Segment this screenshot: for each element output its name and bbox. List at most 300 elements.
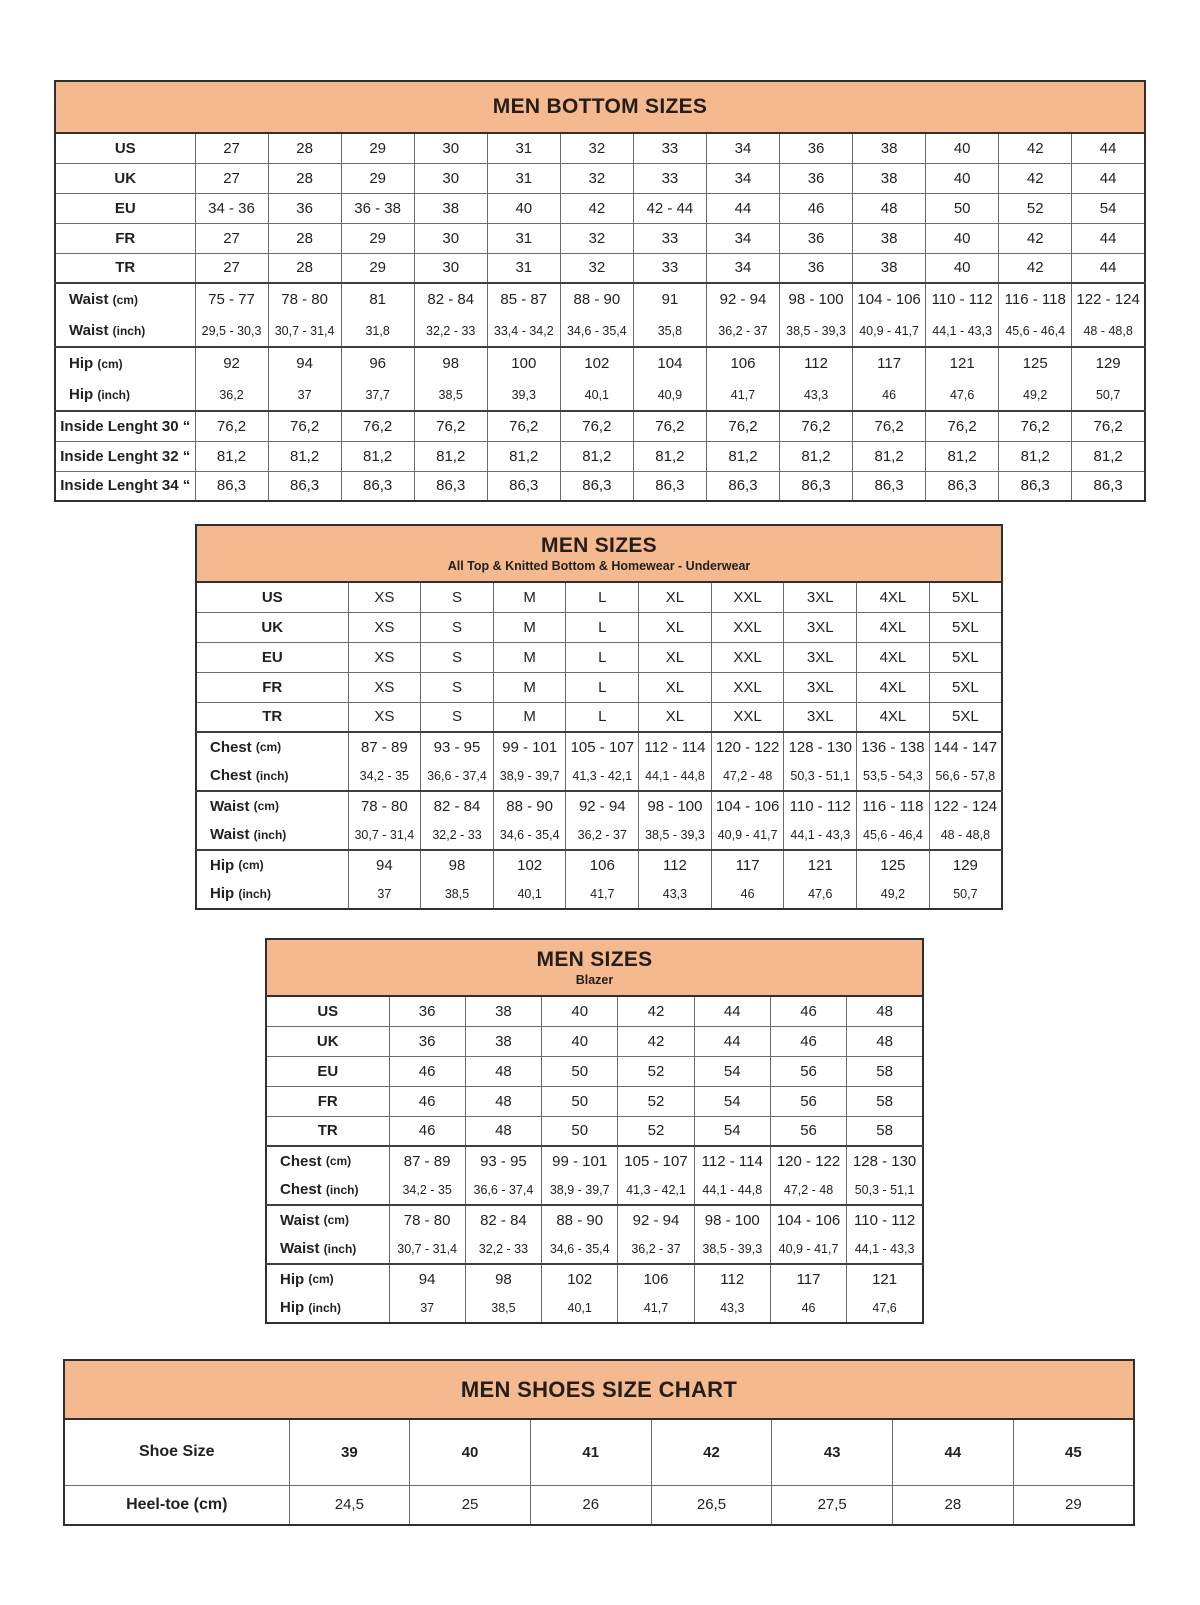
size-cell: 31 [487, 133, 560, 163]
measure-label-cell [266, 1146, 389, 1205]
measure-cell [421, 732, 494, 791]
measure-cm-value: 96 [369, 355, 386, 372]
measure-label-inch: Chest (inch) [210, 767, 289, 785]
size-cell: XL [639, 612, 712, 642]
measure-inch-value: 48 - 48,8 [1083, 323, 1133, 338]
shoe-size-cell: 45 [1013, 1419, 1134, 1485]
size-cell: 5XL [929, 672, 1002, 702]
measure-label-cm: Waist (cm) [210, 797, 279, 815]
measure-label-cm: Hip (cm) [280, 1270, 334, 1288]
measure-cm-value: 112 [662, 856, 687, 874]
size-cell: 52 [618, 1086, 694, 1116]
size-cell: M [493, 642, 566, 672]
measure-cm-value: 120 - 122 [776, 1152, 841, 1170]
heel-toe-cell: 25 [410, 1485, 531, 1525]
measure-value-stack [618, 1206, 693, 1263]
size-cell: 38 [414, 193, 487, 223]
measure-inch-value: 46 [740, 886, 755, 901]
measure-inch-value: 36,2 - 37 [631, 1241, 681, 1256]
length-cell: 86,3 [195, 471, 268, 501]
measure-inch-value: 40,9 - 41,7 [717, 827, 778, 842]
size-cell: 28 [268, 223, 341, 253]
measure-cm-value: 82 - 84 [433, 797, 481, 815]
size-cell: 5XL [929, 612, 1002, 642]
measure-cell [857, 732, 930, 791]
measure-cell [493, 732, 566, 791]
measure-value-stack [926, 348, 998, 410]
measure-inch-value: 47,6 [808, 886, 833, 901]
size-cell: 36 [780, 253, 853, 283]
measure-cell [493, 850, 566, 909]
measure-value-stack [771, 1265, 846, 1322]
measure-value-stack [847, 1206, 922, 1263]
size-cell: 34 [706, 163, 779, 193]
size-cell: L [566, 642, 639, 672]
table-title: MEN SIZES [541, 533, 657, 557]
measure-inch-value: 44,1 - 44,8 [645, 768, 705, 783]
shoe-size-cell: 41 [530, 1419, 651, 1485]
size-cell: XL [639, 642, 712, 672]
measure-inch-value: 43,3 [662, 886, 688, 901]
measure-inch-value: 41,7 [730, 387, 756, 402]
measure-inch-value: 40,1 [517, 886, 542, 901]
measure-cell [857, 791, 930, 850]
measure-cm-value: 104 - 106 [857, 291, 921, 308]
measure-cell [639, 850, 712, 909]
size-cell: XS [348, 642, 421, 672]
measure-group-row [196, 732, 1002, 791]
measure-value-stack [349, 851, 421, 908]
measure-inch-value: 47,6 [949, 387, 975, 402]
measure-cell [694, 1264, 770, 1323]
size-cell: 4XL [857, 582, 930, 612]
size-cell: L [566, 582, 639, 612]
measure-inch-value: 38,5 [491, 1300, 516, 1315]
size-cell: 30 [414, 253, 487, 283]
size-cell: 5XL [929, 582, 1002, 612]
measure-cell [389, 1205, 465, 1264]
size-cell: 4XL [857, 702, 930, 732]
size-cell: XXL [711, 612, 784, 642]
size-cell: 3XL [784, 702, 857, 732]
measure-cell [487, 283, 560, 347]
measure-cm-value: 99 - 101 [502, 738, 558, 756]
measure-label-cm: Hip (cm) [69, 355, 123, 372]
measure-cell [348, 732, 421, 791]
measure-label-cell [55, 283, 195, 347]
measure-value-stack [847, 1265, 922, 1322]
inside-length-row [55, 471, 1145, 501]
size-row [266, 1086, 923, 1116]
measure-cm-value: 117 [877, 355, 902, 372]
measure-cm-value: 105 - 107 [624, 1152, 688, 1170]
measure-value-stack [634, 348, 706, 410]
measure-cm-value: 144 - 147 [933, 738, 998, 756]
measure-cm-value: 92 - 94 [578, 797, 626, 815]
measure-cell [711, 850, 784, 909]
measure-inch-value: 41,7 [590, 886, 615, 901]
table-header-band [266, 939, 923, 996]
measure-cell [542, 1146, 618, 1205]
size-cell: 38 [853, 163, 926, 193]
shoe-size-cell: 39 [289, 1419, 410, 1485]
size-cell: 42 [999, 223, 1072, 253]
measure-inch-value: 32,2 - 33 [426, 323, 476, 338]
heel-toe-cell: 24,5 [289, 1485, 410, 1525]
length-cell: 81,2 [560, 441, 633, 471]
size-row [266, 996, 923, 1026]
length-cell: 86,3 [1072, 471, 1145, 501]
measure-group-row [266, 1146, 923, 1205]
measure-label-cm: Chest (cm) [280, 1152, 352, 1170]
measure-value-stack [196, 284, 268, 346]
measure-cm-value: 121 [872, 1270, 898, 1288]
length-cell: 76,2 [706, 411, 779, 441]
length-cell: 86,3 [560, 471, 633, 501]
size-cell: 38 [853, 133, 926, 163]
measure-label-stack [56, 348, 195, 410]
length-cell: 86,3 [999, 471, 1072, 501]
size-cell: XXL [711, 582, 784, 612]
heel-toe-label: Heel-toe (cm) [64, 1485, 289, 1525]
measure-inch-value: 44,1 - 43,3 [854, 1241, 915, 1256]
measure-cell [853, 283, 926, 347]
size-cell: S [421, 702, 494, 732]
measure-cm-value: 98 - 100 [647, 797, 703, 815]
measure-inch-value: 37,7 [365, 387, 390, 402]
size-cell: 31 [487, 163, 560, 193]
measure-cm-value: 122 - 124 [1076, 291, 1140, 308]
measure-cm-value: 128 - 130 [852, 1152, 917, 1170]
size-cell: 38 [853, 253, 926, 283]
measure-value-stack [784, 733, 856, 790]
size-region-label: UK [266, 1026, 389, 1056]
size-row [266, 1116, 923, 1146]
length-cell: 81,2 [706, 441, 779, 471]
table-subtitle: All Top & Knitted Bottom & Homewear - Underwear [447, 559, 751, 574]
measure-cell [268, 347, 341, 411]
measure-inch-value: 36,6 - 37,4 [427, 768, 487, 783]
length-cell: 76,2 [195, 411, 268, 441]
measure-value-stack [999, 348, 1071, 410]
size-cell: 48 [465, 1056, 541, 1086]
measure-cell [414, 283, 487, 347]
measure-cm-value: 98 [448, 856, 466, 874]
measure-inch-value: 32,2 - 33 [432, 827, 482, 842]
measure-inch-value: 37 [420, 1300, 435, 1315]
size-cell: XS [348, 612, 421, 642]
measure-cm-value: 125 [880, 856, 906, 874]
measure-cm-value: 98 - 100 [788, 291, 844, 308]
measure-cm-value: 121 [949, 355, 975, 372]
size-cell: 38 [465, 996, 541, 1026]
length-cell: 86,3 [487, 471, 560, 501]
size-row [266, 1026, 923, 1056]
measure-inch-value: 47,2 - 48 [783, 1182, 834, 1197]
size-cell: 36 - 38 [341, 193, 414, 223]
size-cell: 3XL [784, 582, 857, 612]
measure-cell [414, 347, 487, 411]
measure-group-row [266, 1205, 923, 1264]
measure-cell [770, 1264, 846, 1323]
size-cell: 36 [268, 193, 341, 223]
measure-inch-value: 30,7 - 31,4 [274, 323, 335, 338]
size-cell: 46 [389, 1116, 465, 1146]
measure-inch-value: 39,3 [511, 387, 536, 402]
measure-inch-value: 40,1 [584, 387, 610, 402]
size-cell: 5XL [929, 702, 1002, 732]
length-cell: 86,3 [926, 471, 999, 501]
measure-inch-value: 34,2 - 35 [402, 1182, 452, 1197]
measure-cell [341, 283, 414, 347]
measure-cell [341, 347, 414, 411]
length-cell: 76,2 [926, 411, 999, 441]
measure-value-stack [1072, 284, 1144, 346]
size-cell: 56 [770, 1056, 846, 1086]
size-cell: 32 [560, 223, 633, 253]
measure-cm-value: 129 [952, 856, 978, 874]
measure-cm-value: 110 - 112 [789, 797, 851, 815]
size-cell: 56 [770, 1086, 846, 1116]
measure-inch-value: 38,5 - 39,3 [645, 827, 705, 842]
size-cell: 44 [1072, 133, 1145, 163]
size-cell: 42 [560, 193, 633, 223]
measure-value-stack [784, 851, 856, 908]
measure-label-stack [197, 851, 348, 908]
size-cell: 30 [414, 133, 487, 163]
length-cell: 81,2 [487, 441, 560, 471]
measure-cell [566, 850, 639, 909]
size-cell: XXL [711, 702, 784, 732]
measure-inch-value: 30,7 - 31,4 [397, 1241, 458, 1256]
size-region-label: EU [55, 193, 195, 223]
size-cell: 34 [706, 133, 779, 163]
measure-value-stack [390, 1265, 465, 1322]
size-cell: 3XL [784, 672, 857, 702]
measure-inch-value: 44,1 - 44,8 [702, 1182, 763, 1197]
measure-inch-value: 36,6 - 37,4 [473, 1182, 534, 1197]
measure-cm-value: 93 - 95 [433, 738, 481, 756]
size-cell: 4XL [857, 642, 930, 672]
length-cell: 76,2 [853, 411, 926, 441]
size-cell: 44 [706, 193, 779, 223]
size-cell: 36 [389, 996, 465, 1026]
measure-cell [465, 1205, 541, 1264]
measure-label-cell [266, 1205, 389, 1264]
measure-cm-value: 88 - 90 [506, 797, 553, 815]
measure-group-row [55, 283, 1145, 347]
measure-cm-value: 91 [661, 291, 679, 308]
size-cell: 33 [633, 133, 706, 163]
measure-cell [542, 1264, 618, 1323]
measure-value-stack [494, 792, 566, 849]
measure-inch-value: 38,5 - 39,3 [702, 1241, 763, 1256]
measure-label-cm: Hip (cm) [210, 856, 264, 874]
measure-cm-value: 112 [720, 1270, 745, 1288]
measure-cm-value: 94 [296, 355, 313, 372]
measure-cm-value: 92 [223, 355, 240, 372]
measure-cm-value: 116 - 118 [862, 797, 924, 815]
measure-label-cell [266, 1264, 389, 1323]
inside-length-label: Inside Lenght 30 “ [55, 411, 195, 441]
size-region-label: FR [196, 672, 348, 702]
measure-cell [694, 1205, 770, 1264]
size-cell: M [493, 672, 566, 702]
measure-value-stack [415, 284, 487, 346]
size-cell: 33 [633, 253, 706, 283]
measure-value-stack [466, 1206, 541, 1263]
size-cell: 42 - 44 [633, 193, 706, 223]
measure-label-inch: Hip (inch) [69, 386, 131, 403]
size-cell: XS [348, 672, 421, 702]
size-cell: 48 [847, 996, 923, 1026]
measure-cm-value: 88 - 90 [556, 1211, 604, 1229]
inside-length-row [55, 441, 1145, 471]
measure-inch-value: 38,9 - 39,7 [499, 768, 560, 783]
measure-cm-value: 112 - 114 [701, 1152, 763, 1170]
length-cell: 81,2 [633, 441, 706, 471]
measure-inch-value: 33,4 - 34,2 [493, 323, 554, 338]
size-cell: 38 [465, 1026, 541, 1056]
size-cell: 32 [560, 163, 633, 193]
measure-cm-value: 82 - 84 [480, 1211, 527, 1229]
measure-cell [195, 347, 268, 411]
measure-cm-value: 94 [418, 1270, 436, 1288]
size-cell: M [493, 582, 566, 612]
measure-value-stack [342, 284, 414, 346]
measure-label-inch: Hip (inch) [210, 885, 272, 903]
measure-cell [633, 347, 706, 411]
size-region-label: TR [196, 702, 348, 732]
measure-value-stack [466, 1265, 541, 1322]
size-cell: 58 [847, 1116, 923, 1146]
size-cell: 4XL [857, 612, 930, 642]
measure-cm-value: 116 - 118 [1004, 291, 1066, 308]
measure-cell [487, 347, 560, 411]
measure-inch-value: 36,2 [219, 387, 244, 402]
measure-value-stack [1072, 348, 1144, 410]
measure-cm-value: 112 [804, 355, 828, 372]
table-subtitle: Blazer [575, 973, 614, 988]
size-row [55, 133, 1145, 163]
measure-value-stack [784, 792, 856, 849]
length-cell: 81,2 [414, 441, 487, 471]
size-cell: 42 [999, 163, 1072, 193]
measure-inch-value: 38,5 [444, 886, 470, 901]
measure-label-inch: Chest (inch) [280, 1181, 359, 1199]
size-cell: 40 [542, 996, 618, 1026]
measure-label-stack [56, 284, 195, 346]
size-cell: XXL [711, 672, 784, 702]
measure-cm-value: 92 - 94 [719, 291, 767, 308]
size-cell: 44 [694, 1026, 770, 1056]
measure-inch-value: 56,6 - 57,8 [935, 768, 996, 783]
measure-cell [847, 1205, 923, 1264]
measure-value-stack [390, 1147, 465, 1204]
measure-value-stack [707, 348, 779, 410]
measure-cell [618, 1146, 694, 1205]
measure-value-stack [853, 284, 925, 346]
measure-value-stack [542, 1206, 617, 1263]
size-cell: L [566, 612, 639, 642]
length-cell: 81,2 [999, 441, 1072, 471]
size-cell: 32 [560, 253, 633, 283]
measure-cell [847, 1146, 923, 1205]
measure-label-stack [197, 792, 348, 849]
measure-value-stack [466, 1147, 541, 1204]
measure-value-stack [561, 348, 633, 410]
shoe-size-cell: 43 [772, 1419, 893, 1485]
measure-value-stack [349, 733, 421, 790]
measure-cm-value: 106 [589, 856, 615, 874]
measure-value-stack [930, 733, 1001, 790]
measure-cell [784, 791, 857, 850]
measure-cm-value: 99 - 101 [552, 1152, 608, 1170]
size-cell: 36 [780, 163, 853, 193]
length-cell: 76,2 [780, 411, 853, 441]
measure-value-stack [342, 348, 414, 410]
size-cell: 46 [389, 1056, 465, 1086]
size-cell: M [493, 612, 566, 642]
size-cell: XL [639, 672, 712, 702]
measure-value-stack [712, 851, 784, 908]
measure-cm-value: 122 - 124 [933, 797, 998, 815]
length-cell: 76,2 [1072, 411, 1145, 441]
size-cell: 56 [770, 1116, 846, 1146]
size-cell: 50 [926, 193, 999, 223]
measure-value-stack [566, 792, 638, 849]
measure-value-stack [269, 348, 341, 410]
measure-cell [348, 791, 421, 850]
size-region-label: UK [55, 163, 195, 193]
measure-value-stack [771, 1147, 846, 1204]
size-cell: 34 [706, 223, 779, 253]
measure-inch-value: 41,3 - 42,1 [572, 768, 633, 783]
length-cell: 86,3 [268, 471, 341, 501]
measure-cm-value: 78 - 80 [281, 291, 328, 308]
table-header-band [196, 525, 1002, 582]
size-cell: XXL [711, 642, 784, 672]
measure-label-cell [196, 850, 348, 909]
size-cell: 40 [542, 1026, 618, 1056]
size-cell: 52 [618, 1116, 694, 1146]
measure-value-stack [634, 284, 706, 346]
measure-cm-value: 88 - 90 [573, 291, 621, 308]
size-cell: 29 [341, 133, 414, 163]
length-cell: 81,2 [780, 441, 853, 471]
measure-cell [706, 347, 779, 411]
length-cell: 86,3 [706, 471, 779, 501]
length-cell: 86,3 [341, 471, 414, 501]
size-cell: 29 [341, 163, 414, 193]
size-cell: S [421, 612, 494, 642]
measure-inch-value: 40,9 - 41,7 [778, 1241, 839, 1256]
measure-cell [465, 1264, 541, 1323]
measure-cell [770, 1146, 846, 1205]
measure-inch-value: 44,1 - 43,3 [932, 323, 993, 338]
size-row [55, 253, 1145, 283]
measure-cell [389, 1264, 465, 1323]
size-cell: 32 [560, 133, 633, 163]
measure-value-stack [695, 1206, 770, 1263]
measure-value-stack [771, 1206, 846, 1263]
size-cell: XS [348, 582, 421, 612]
length-cell: 86,3 [853, 471, 926, 501]
shoe-size-row [64, 1419, 1134, 1485]
size-cell: 44 [1072, 223, 1145, 253]
inside-length-label: Inside Lenght 32 “ [55, 441, 195, 471]
measure-label-stack [267, 1147, 389, 1204]
